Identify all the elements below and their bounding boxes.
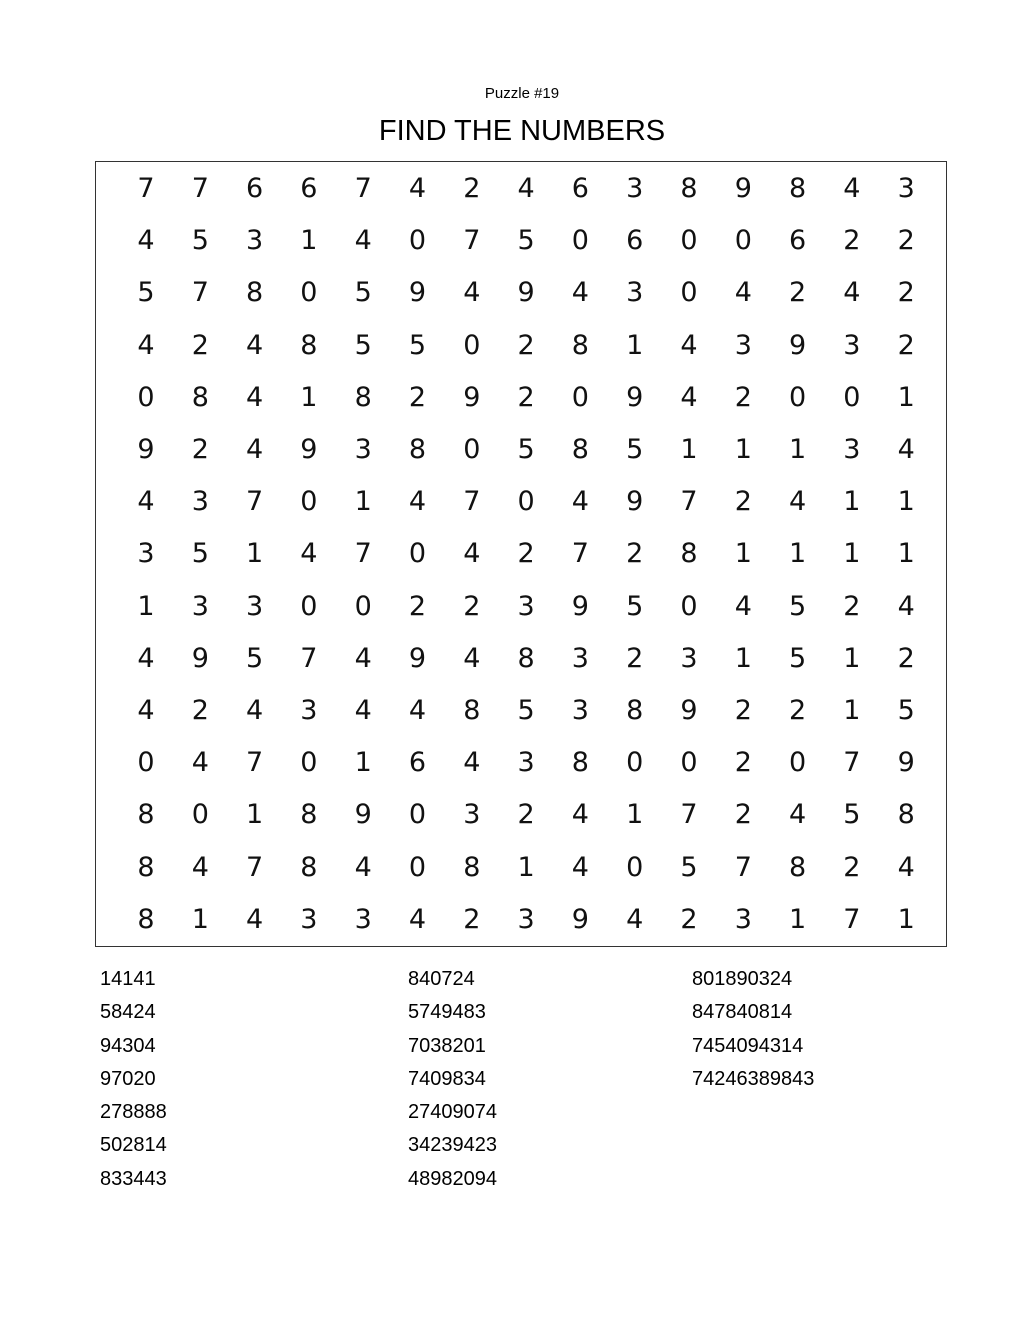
grid-cell[interactable]: 7: [571, 538, 589, 570]
grid-cell[interactable]: 4: [897, 434, 915, 465]
grid-cell[interactable]: 1: [789, 538, 807, 570]
grid-cell[interactable]: 1: [137, 590, 155, 622]
word-list-column-2: [408, 963, 497, 1196]
grid-cell[interactable]: 6: [408, 747, 427, 779]
grid-cell[interactable]: 9: [408, 277, 427, 309]
word-list-column-3: [692, 963, 814, 1096]
grid-cell[interactable]: 4: [246, 695, 264, 726]
grid-row: [96, 587, 946, 627]
grid-cell[interactable]: 3: [463, 799, 481, 831]
grid-cell[interactable]: 4: [843, 173, 861, 204]
grid-cell[interactable]: 8: [463, 695, 481, 726]
word-list-item: 278888: [100, 1101, 167, 1124]
grid-cell[interactable]: 0: [354, 590, 372, 622]
grid-cell[interactable]: 0: [517, 486, 535, 518]
grid-row: [96, 378, 946, 418]
grid-cell[interactable]: 1: [789, 903, 807, 935]
grid-cell[interactable]: 5: [354, 329, 372, 361]
grid-cell[interactable]: 4: [571, 851, 589, 883]
grid-cell[interactable]: 1: [843, 642, 861, 674]
grid-cell[interactable]: 0: [300, 590, 318, 622]
word-list-item: 502814: [100, 1134, 167, 1157]
grid-cell[interactable]: 7: [734, 851, 752, 883]
grid-cell[interactable]: 5: [626, 590, 644, 622]
grid-cell[interactable]: 4: [897, 590, 915, 622]
grid-row: [96, 534, 946, 574]
grid-cell[interactable]: 4: [137, 695, 155, 726]
grid-cell[interactable]: 2: [789, 695, 807, 726]
grid-cell[interactable]: 0: [408, 851, 427, 883]
grid-cell[interactable]: 2: [734, 486, 752, 518]
grid-cell[interactable]: 8: [680, 173, 698, 204]
grid-cell[interactable]: 8: [191, 381, 209, 413]
word-list-column-1: [100, 963, 167, 1196]
grid-cell[interactable]: 8: [789, 851, 807, 883]
grid-cell[interactable]: 4: [626, 903, 644, 935]
grid-cell[interactable]: 5: [137, 277, 155, 309]
grid-cell[interactable]: 8: [517, 642, 535, 674]
grid-cell[interactable]: 7: [843, 903, 861, 935]
grid-cell[interactable]: 9: [517, 277, 535, 309]
grid-cell[interactable]: 0: [463, 434, 481, 465]
puzzle-number: Puzzle #19: [484, 85, 560, 102]
grid-cell[interactable]: 5: [517, 225, 535, 257]
grid-cell[interactable]: 4: [463, 642, 481, 674]
grid-cell[interactable]: 8: [300, 329, 318, 361]
grid-row: [96, 221, 946, 261]
grid-cell[interactable]: 1: [897, 486, 915, 518]
word-list-item: 840724: [408, 968, 475, 990]
grid-cell[interactable]: 0: [300, 277, 318, 309]
grid-cell[interactable]: 0: [680, 225, 698, 257]
grid-cell[interactable]: 7: [191, 173, 209, 204]
grid-cell[interactable]: 5: [626, 434, 644, 465]
grid-cell[interactable]: 0: [137, 747, 155, 779]
grid-cell[interactable]: 8: [137, 799, 155, 831]
grid-cell[interactable]: 3: [517, 590, 535, 622]
grid-cell[interactable]: 4: [354, 642, 372, 674]
grid-cell[interactable]: 2: [517, 799, 535, 831]
grid-cell[interactable]: 4: [137, 225, 155, 257]
grid-cell[interactable]: 2: [463, 903, 481, 935]
word-list-item: 48982094: [408, 1167, 497, 1190]
grid-cell[interactable]: 8: [137, 851, 155, 883]
grid-cell[interactable]: 3: [300, 695, 318, 726]
grid-cell[interactable]: 4: [137, 329, 155, 361]
grid-cell[interactable]: 7: [191, 277, 209, 309]
grid-cell[interactable]: 3: [191, 590, 209, 622]
word-list-item: 5749483: [408, 1001, 486, 1024]
grid-cell[interactable]: 0: [571, 381, 589, 413]
grid-cell[interactable]: 4: [246, 434, 264, 465]
grid-cell[interactable]: 7: [246, 486, 264, 518]
grid-cell[interactable]: 3: [626, 277, 644, 309]
grid-cell[interactable]: 4: [843, 277, 861, 309]
grid-cell[interactable]: 4: [463, 538, 481, 570]
grid-cell[interactable]: 8: [408, 434, 427, 465]
grid-cell[interactable]: 8: [571, 329, 589, 361]
grid-cell[interactable]: 4: [571, 277, 589, 309]
word-list-item: 58424: [100, 1001, 156, 1024]
grid-cell[interactable]: 4: [680, 381, 698, 413]
grid-cell[interactable]: 4: [789, 486, 807, 518]
grid-cell[interactable]: 4: [300, 538, 318, 570]
grid-cell[interactable]: 2: [626, 642, 644, 674]
grid-cell[interactable]: 2: [191, 434, 209, 465]
grid-cell[interactable]: 1: [246, 538, 264, 570]
grid-cell[interactable]: 2: [843, 851, 861, 883]
grid-cell[interactable]: 4: [137, 642, 155, 674]
grid-cell[interactable]: 8: [571, 747, 589, 779]
grid-cell[interactable]: 8: [300, 799, 318, 831]
grid-cell[interactable]: 5: [789, 642, 807, 674]
grid-cell[interactable]: 8: [300, 851, 318, 883]
grid-cell[interactable]: 9: [137, 434, 155, 465]
grid-cell[interactable]: 2: [843, 225, 861, 257]
grid-row: [96, 900, 946, 940]
grid-cell[interactable]: 2: [517, 538, 535, 570]
grid-cell[interactable]: 3: [517, 747, 535, 779]
grid-cell[interactable]: 4: [734, 277, 752, 309]
grid-cell[interactable]: 4: [680, 329, 698, 361]
grid-cell[interactable]: 1: [191, 903, 209, 935]
grid-cell[interactable]: 0: [300, 486, 318, 518]
grid-cell[interactable]: 2: [517, 329, 535, 361]
grid-cell[interactable]: 9: [408, 642, 427, 674]
grid-cell[interactable]: 8: [789, 173, 807, 204]
grid-cell[interactable]: 0: [137, 381, 155, 413]
grid-cell[interactable]: 1: [354, 486, 372, 518]
grid-cell[interactable]: 1: [843, 538, 861, 570]
grid-cell[interactable]: 4: [354, 225, 372, 257]
grid-cell[interactable]: 3: [734, 903, 752, 935]
grid-cell[interactable]: 1: [517, 851, 535, 883]
grid-cell[interactable]: 3: [517, 903, 535, 935]
grid-row: [96, 795, 946, 835]
word-list-item: 833443: [100, 1167, 167, 1190]
grid-cell[interactable]: 3: [843, 329, 861, 361]
grid-cell[interactable]: 2: [897, 329, 915, 361]
grid-cell[interactable]: 5: [191, 225, 209, 257]
grid-cell[interactable]: 9: [734, 173, 752, 204]
grid-cell[interactable]: 2: [734, 695, 752, 726]
grid-cell[interactable]: 7: [843, 747, 861, 779]
grid-cell[interactable]: 1: [626, 799, 644, 831]
grid-row: [96, 273, 946, 313]
grid-cell[interactable]: 2: [191, 329, 209, 361]
grid-cell[interactable]: 9: [789, 329, 807, 361]
grid-cell[interactable]: 4: [789, 799, 807, 831]
grid-cell[interactable]: 0: [680, 590, 698, 622]
grid-cell[interactable]: 0: [680, 277, 698, 309]
grid-cell[interactable]: 4: [463, 747, 481, 779]
grid-cell[interactable]: 9: [571, 903, 589, 935]
grid-cell[interactable]: 4: [246, 381, 264, 413]
grid-cell[interactable]: 2: [408, 590, 427, 622]
word-list-item: 7409834: [408, 1067, 486, 1090]
grid-cell[interactable]: 1: [843, 486, 861, 518]
grid-cell[interactable]: 2: [191, 695, 209, 726]
grid-cell[interactable]: 1: [680, 434, 698, 465]
grid-cell[interactable]: 3: [734, 329, 752, 361]
grid-cell[interactable]: 9: [897, 747, 915, 779]
grid-cell[interactable]: 8: [246, 277, 264, 309]
grid-cell[interactable]: 3: [626, 173, 644, 204]
grid-cell[interactable]: 4: [408, 903, 427, 935]
grid-cell[interactable]: 1: [789, 434, 807, 465]
grid-cell[interactable]: 3: [246, 225, 264, 257]
word-list-item: 7454094314: [692, 1034, 804, 1057]
grid-cell[interactable]: 5: [680, 851, 698, 883]
grid-cell[interactable]: 4: [408, 486, 427, 518]
grid-cell[interactable]: 1: [300, 381, 318, 413]
grid-cell[interactable]: 5: [843, 799, 861, 831]
grid-row: [96, 169, 946, 209]
grid-cell[interactable]: 7: [463, 486, 481, 518]
grid-cell[interactable]: 7: [300, 642, 318, 674]
grid-cell[interactable]: 2: [897, 225, 915, 257]
grid-cell[interactable]: 9: [463, 381, 481, 413]
grid-cell[interactable]: 0: [680, 747, 698, 779]
grid-cell[interactable]: 7: [354, 538, 372, 570]
grid-cell[interactable]: 7: [137, 173, 155, 204]
grid-cell[interactable]: 1: [734, 538, 752, 570]
grid-cell[interactable]: 3: [680, 642, 698, 674]
grid-cell[interactable]: 2: [734, 799, 752, 831]
grid-cell[interactable]: 8: [571, 434, 589, 465]
grid-cell[interactable]: 3: [246, 590, 264, 622]
grid-cell[interactable]: 9: [626, 486, 644, 518]
word-list-item: 14141: [100, 968, 156, 990]
grid-cell[interactable]: 5: [517, 434, 535, 465]
grid-cell[interactable]: 6: [300, 173, 318, 204]
word-list-item: 7038201: [408, 1034, 486, 1057]
grid-cell[interactable]: 8: [354, 381, 372, 413]
grid-cell[interactable]: 3: [571, 642, 589, 674]
grid-cell[interactable]: 1: [626, 329, 644, 361]
number-grid: [95, 161, 947, 947]
grid-cell[interactable]: 9: [354, 799, 372, 831]
grid-cell[interactable]: 2: [897, 642, 915, 674]
grid-cell[interactable]: 0: [571, 225, 589, 257]
grid-cell[interactable]: 3: [354, 434, 372, 465]
grid-cell[interactable]: 7: [463, 225, 481, 257]
grid-cell[interactable]: 6: [789, 225, 807, 257]
grid-cell[interactable]: 3: [571, 695, 589, 726]
grid-cell[interactable]: 2: [463, 590, 481, 622]
grid-cell[interactable]: 4: [571, 799, 589, 831]
grid-cell[interactable]: 1: [246, 799, 264, 831]
grid-cell[interactable]: 1: [734, 434, 752, 465]
grid-cell[interactable]: 5: [191, 538, 209, 570]
grid-cell[interactable]: 4: [354, 695, 372, 726]
grid-cell[interactable]: 9: [626, 381, 644, 413]
grid-cell[interactable]: 7: [680, 486, 698, 518]
grid-cell[interactable]: 0: [734, 225, 752, 257]
grid-row: [96, 430, 946, 470]
grid-cell[interactable]: 8: [626, 695, 644, 726]
word-list-item: 847840814: [692, 1001, 793, 1024]
grid-cell[interactable]: 6: [246, 173, 264, 204]
grid-cell[interactable]: 2: [897, 277, 915, 309]
grid-cell[interactable]: 5: [354, 277, 372, 309]
grid-cell[interactable]: 0: [626, 747, 644, 779]
grid-cell[interactable]: 9: [191, 642, 209, 674]
grid-cell[interactable]: 3: [137, 538, 155, 570]
grid-row: [96, 691, 946, 731]
grid-cell[interactable]: 4: [137, 486, 155, 518]
grid-cell[interactable]: 2: [680, 903, 698, 935]
grid-cell[interactable]: 9: [571, 590, 589, 622]
grid-cell[interactable]: 4: [408, 173, 427, 204]
grid-cell[interactable]: 1: [843, 695, 861, 726]
grid-cell[interactable]: 2: [734, 381, 752, 413]
word-list-item: 74246389843: [692, 1067, 815, 1090]
grid-cell[interactable]: 6: [626, 225, 644, 257]
grid-cell[interactable]: 4: [354, 851, 372, 883]
grid-cell[interactable]: 4: [191, 747, 209, 779]
grid-cell[interactable]: 5: [517, 695, 535, 726]
grid-cell[interactable]: 2: [408, 381, 427, 413]
grid-cell[interactable]: 5: [789, 590, 807, 622]
grid-cell[interactable]: 3: [354, 903, 372, 935]
grid-cell[interactable]: 4: [246, 329, 264, 361]
grid-cell[interactable]: 8: [463, 851, 481, 883]
grid-cell[interactable]: 5: [246, 642, 264, 674]
grid-cell[interactable]: 9: [300, 434, 318, 465]
grid-cell[interactable]: 0: [843, 381, 861, 413]
grid-cell[interactable]: 0: [408, 538, 427, 570]
grid-cell[interactable]: 0: [300, 747, 318, 779]
grid-row: [96, 848, 946, 888]
grid-cell[interactable]: 0: [408, 799, 427, 831]
grid-cell[interactable]: 0: [789, 747, 807, 779]
grid-cell[interactable]: 6: [571, 173, 589, 204]
grid-cell[interactable]: 0: [408, 225, 427, 257]
grid-cell[interactable]: 2: [843, 590, 861, 622]
grid-cell[interactable]: 2: [789, 277, 807, 309]
grid-cell[interactable]: 2: [626, 538, 644, 570]
grid-cell[interactable]: 8: [897, 799, 915, 831]
grid-cell[interactable]: 7: [354, 173, 372, 204]
grid-cell[interactable]: 8: [680, 538, 698, 570]
grid-cell[interactable]: 1: [354, 747, 372, 779]
grid-cell[interactable]: 4: [191, 851, 209, 883]
grid-cell[interactable]: 5: [897, 695, 915, 726]
grid-cell[interactable]: 7: [246, 747, 264, 779]
grid-row: [96, 326, 946, 366]
grid-cell[interactable]: 1: [734, 642, 752, 674]
grid-cell[interactable]: 5: [408, 329, 427, 361]
grid-cell[interactable]: 9: [680, 695, 698, 726]
grid-cell[interactable]: 7: [246, 851, 264, 883]
grid-cell[interactable]: 4: [897, 851, 915, 883]
grid-cell[interactable]: 2: [734, 747, 752, 779]
grid-cell[interactable]: 4: [734, 590, 752, 622]
grid-cell[interactable]: 1: [897, 381, 915, 413]
grid-cell[interactable]: 0: [463, 329, 481, 361]
grid-cell[interactable]: 2: [463, 173, 481, 204]
grid-row: [96, 482, 946, 522]
grid-cell[interactable]: 3: [191, 486, 209, 518]
grid-cell[interactable]: 1: [897, 903, 915, 935]
grid-cell[interactable]: 1: [300, 225, 318, 257]
grid-cell[interactable]: 4: [517, 173, 535, 204]
grid-cell[interactable]: 0: [626, 851, 644, 883]
grid-row: [96, 639, 946, 679]
grid-cell[interactable]: 4: [571, 486, 589, 518]
word-list-item: 94304: [100, 1034, 156, 1057]
grid-cell[interactable]: 7: [680, 799, 698, 831]
word-list-item: 97020: [100, 1067, 156, 1090]
grid-cell[interactable]: 0: [191, 799, 209, 831]
grid-cell[interactable]: 8: [137, 903, 155, 935]
grid-cell[interactable]: 3: [300, 903, 318, 935]
word-list-item: 34239423: [408, 1134, 497, 1157]
grid-cell[interactable]: 2: [517, 381, 535, 413]
grid-cell[interactable]: 4: [246, 903, 264, 935]
grid-cell[interactable]: 4: [463, 277, 481, 309]
grid-row: [96, 743, 946, 783]
grid-cell[interactable]: 3: [897, 173, 915, 204]
word-list-item: 27409074: [408, 1101, 497, 1124]
word-list-item: 801890324: [692, 968, 793, 990]
grid-cell[interactable]: 1: [897, 538, 915, 570]
grid-cell[interactable]: 0: [789, 381, 807, 413]
grid-cell[interactable]: 4: [408, 695, 427, 726]
grid-cell[interactable]: 3: [843, 434, 861, 465]
puzzle-title: FIND THE NUMBERS: [378, 115, 666, 147]
